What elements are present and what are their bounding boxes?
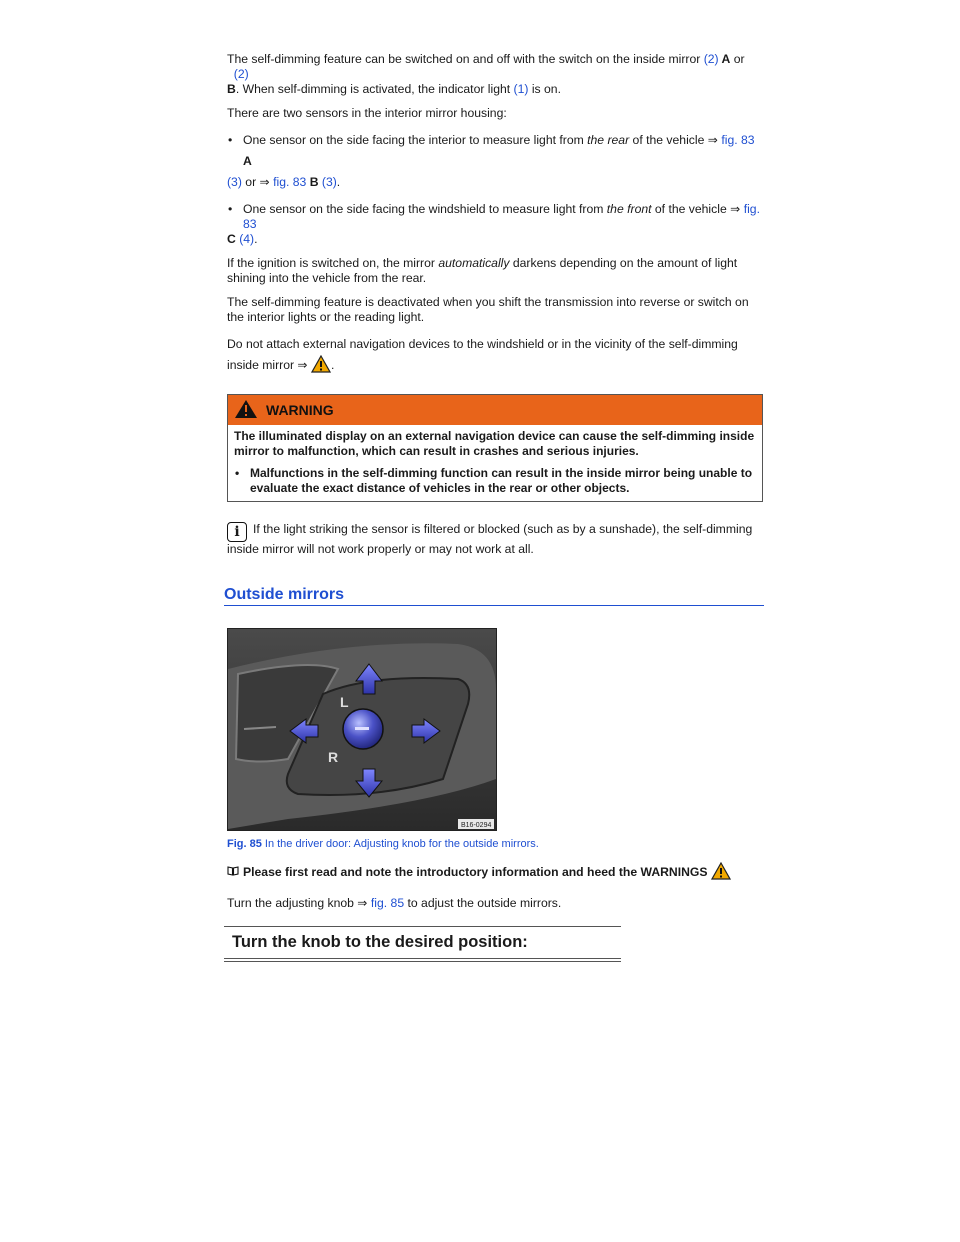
paragraph-auto-darken [227, 256, 763, 286]
italic-text: the front [606, 202, 652, 216]
ref-link[interactable]: (1) [513, 82, 529, 96]
figure-caption [227, 837, 763, 852]
bold-ref: B [306, 175, 319, 189]
note-text: If the light striking the sensor is filtered or blocked (such as by a sunshade), the self-dimming inside mirror will not work properly or may not work at all. [227, 522, 753, 556]
text: Do not attach external navigation devices to the windshield or in the vicinity of the self-dimming inside mirror ⇒ [227, 337, 738, 372]
bullet-dot: • [235, 466, 240, 480]
warning-text: Malfunctions in the self-dimming function can result in the inside mirror being unable to evaluate the exact distance of vehicles in the rear or other objects. [250, 466, 753, 495]
warning-title: WARNING [266, 401, 334, 418]
figure-caption-text: In the driver door: Adjusting knob for the outside mirrors. [261, 838, 539, 850]
text: of the vehicle ⇒ [629, 133, 722, 147]
text: If the ignition is switched on, the mirror [227, 256, 439, 270]
intro-line [227, 862, 763, 884]
text: . [331, 358, 335, 372]
text: One sensor on the side facing the windshield to measure light from [243, 202, 607, 216]
label-L: L [340, 694, 349, 710]
text: One sensor on the side facing the interior to measure light from [243, 133, 588, 147]
section-title: Outside mirrors [224, 587, 764, 606]
warning-box [227, 394, 763, 502]
subheading: Turn the knob to the desired position: [232, 933, 528, 951]
paragraph-navigation [227, 334, 763, 380]
text: . [254, 232, 258, 246]
paragraph-deactivated: The self-dimming feature is deactivated when you shift the transmission into reverse or switch on the interior lights or the reading light. [227, 295, 749, 324]
figure-adjusting-knob [227, 628, 497, 831]
warning-body [228, 425, 762, 501]
warning-text: The illuminated display on an external navigation device can cause the self-dimming inside mirror to malfunction, which can result in crashes and serious injuries. [234, 429, 755, 458]
ref-link[interactable]: (2) [233, 67, 249, 81]
bullet-rear-sensor [227, 130, 763, 193]
intro-text: Please first read and note the introductory information and heed the WARNINGS [243, 865, 711, 879]
bold-ref: C [227, 232, 236, 246]
text: . When self-dimming is activated, the indicator light [235, 82, 514, 96]
italic-text: automatically [438, 256, 510, 270]
text: darkens depending on the amount of light shining into the vehicle from the rear. [227, 256, 738, 285]
double-divider [224, 958, 621, 962]
knob-illustration [228, 629, 496, 830]
text: The self-dimming feature can be switched on and off with the switch on the inside mirror [227, 52, 704, 66]
bullet-front-sensor [227, 202, 763, 247]
fig-link[interactable]: fig. 85 [370, 896, 405, 910]
text: . [336, 175, 341, 189]
turn-line [227, 896, 763, 911]
ref-link[interactable]: (4) [235, 232, 255, 246]
text: of the vehicle ⇒ [651, 202, 744, 216]
text: to adjust the outside mirrors. [404, 896, 562, 910]
page-content [224, 52, 763, 962]
figure-code: B16-0294 [461, 822, 492, 829]
figure-label: Fig. 85 [227, 838, 262, 850]
bold-ref: A [243, 154, 252, 168]
text: or [730, 52, 745, 66]
ref-link[interactable]: (2) [703, 52, 719, 66]
warning-header [228, 395, 762, 425]
paragraph-sensors: There are two sensors in the interior mirror housing: [227, 106, 507, 120]
bold-ref: A [718, 52, 731, 66]
warning-triangle-icon [234, 399, 258, 422]
italic-text: the rear [587, 133, 630, 147]
fig-link[interactable]: fig. 83 [273, 175, 307, 189]
warning-bullet [234, 466, 756, 496]
warning-triangle-icon[interactable] [711, 862, 731, 884]
fig-link[interactable]: fig. 83 [243, 202, 760, 231]
divider [224, 926, 621, 927]
warning-triangle-icon[interactable] [311, 355, 331, 380]
bold-ref: B [227, 82, 236, 96]
fig-link[interactable]: fig. 83 [721, 133, 755, 147]
ref-link[interactable]: (3) [227, 175, 242, 189]
info-icon: i [227, 522, 247, 542]
text: is on. [528, 82, 561, 96]
text: or ⇒ [241, 175, 274, 189]
label-R: R [328, 749, 339, 765]
bullet-dot: • [228, 133, 233, 147]
bullet-dot: • [228, 202, 233, 216]
text: Turn the adjusting knob ⇒ [227, 896, 371, 910]
book-icon [227, 865, 239, 880]
ref-link[interactable]: (3) [318, 175, 337, 189]
note-paragraph [227, 522, 763, 557]
paragraph-mirror-switch [227, 52, 763, 97]
